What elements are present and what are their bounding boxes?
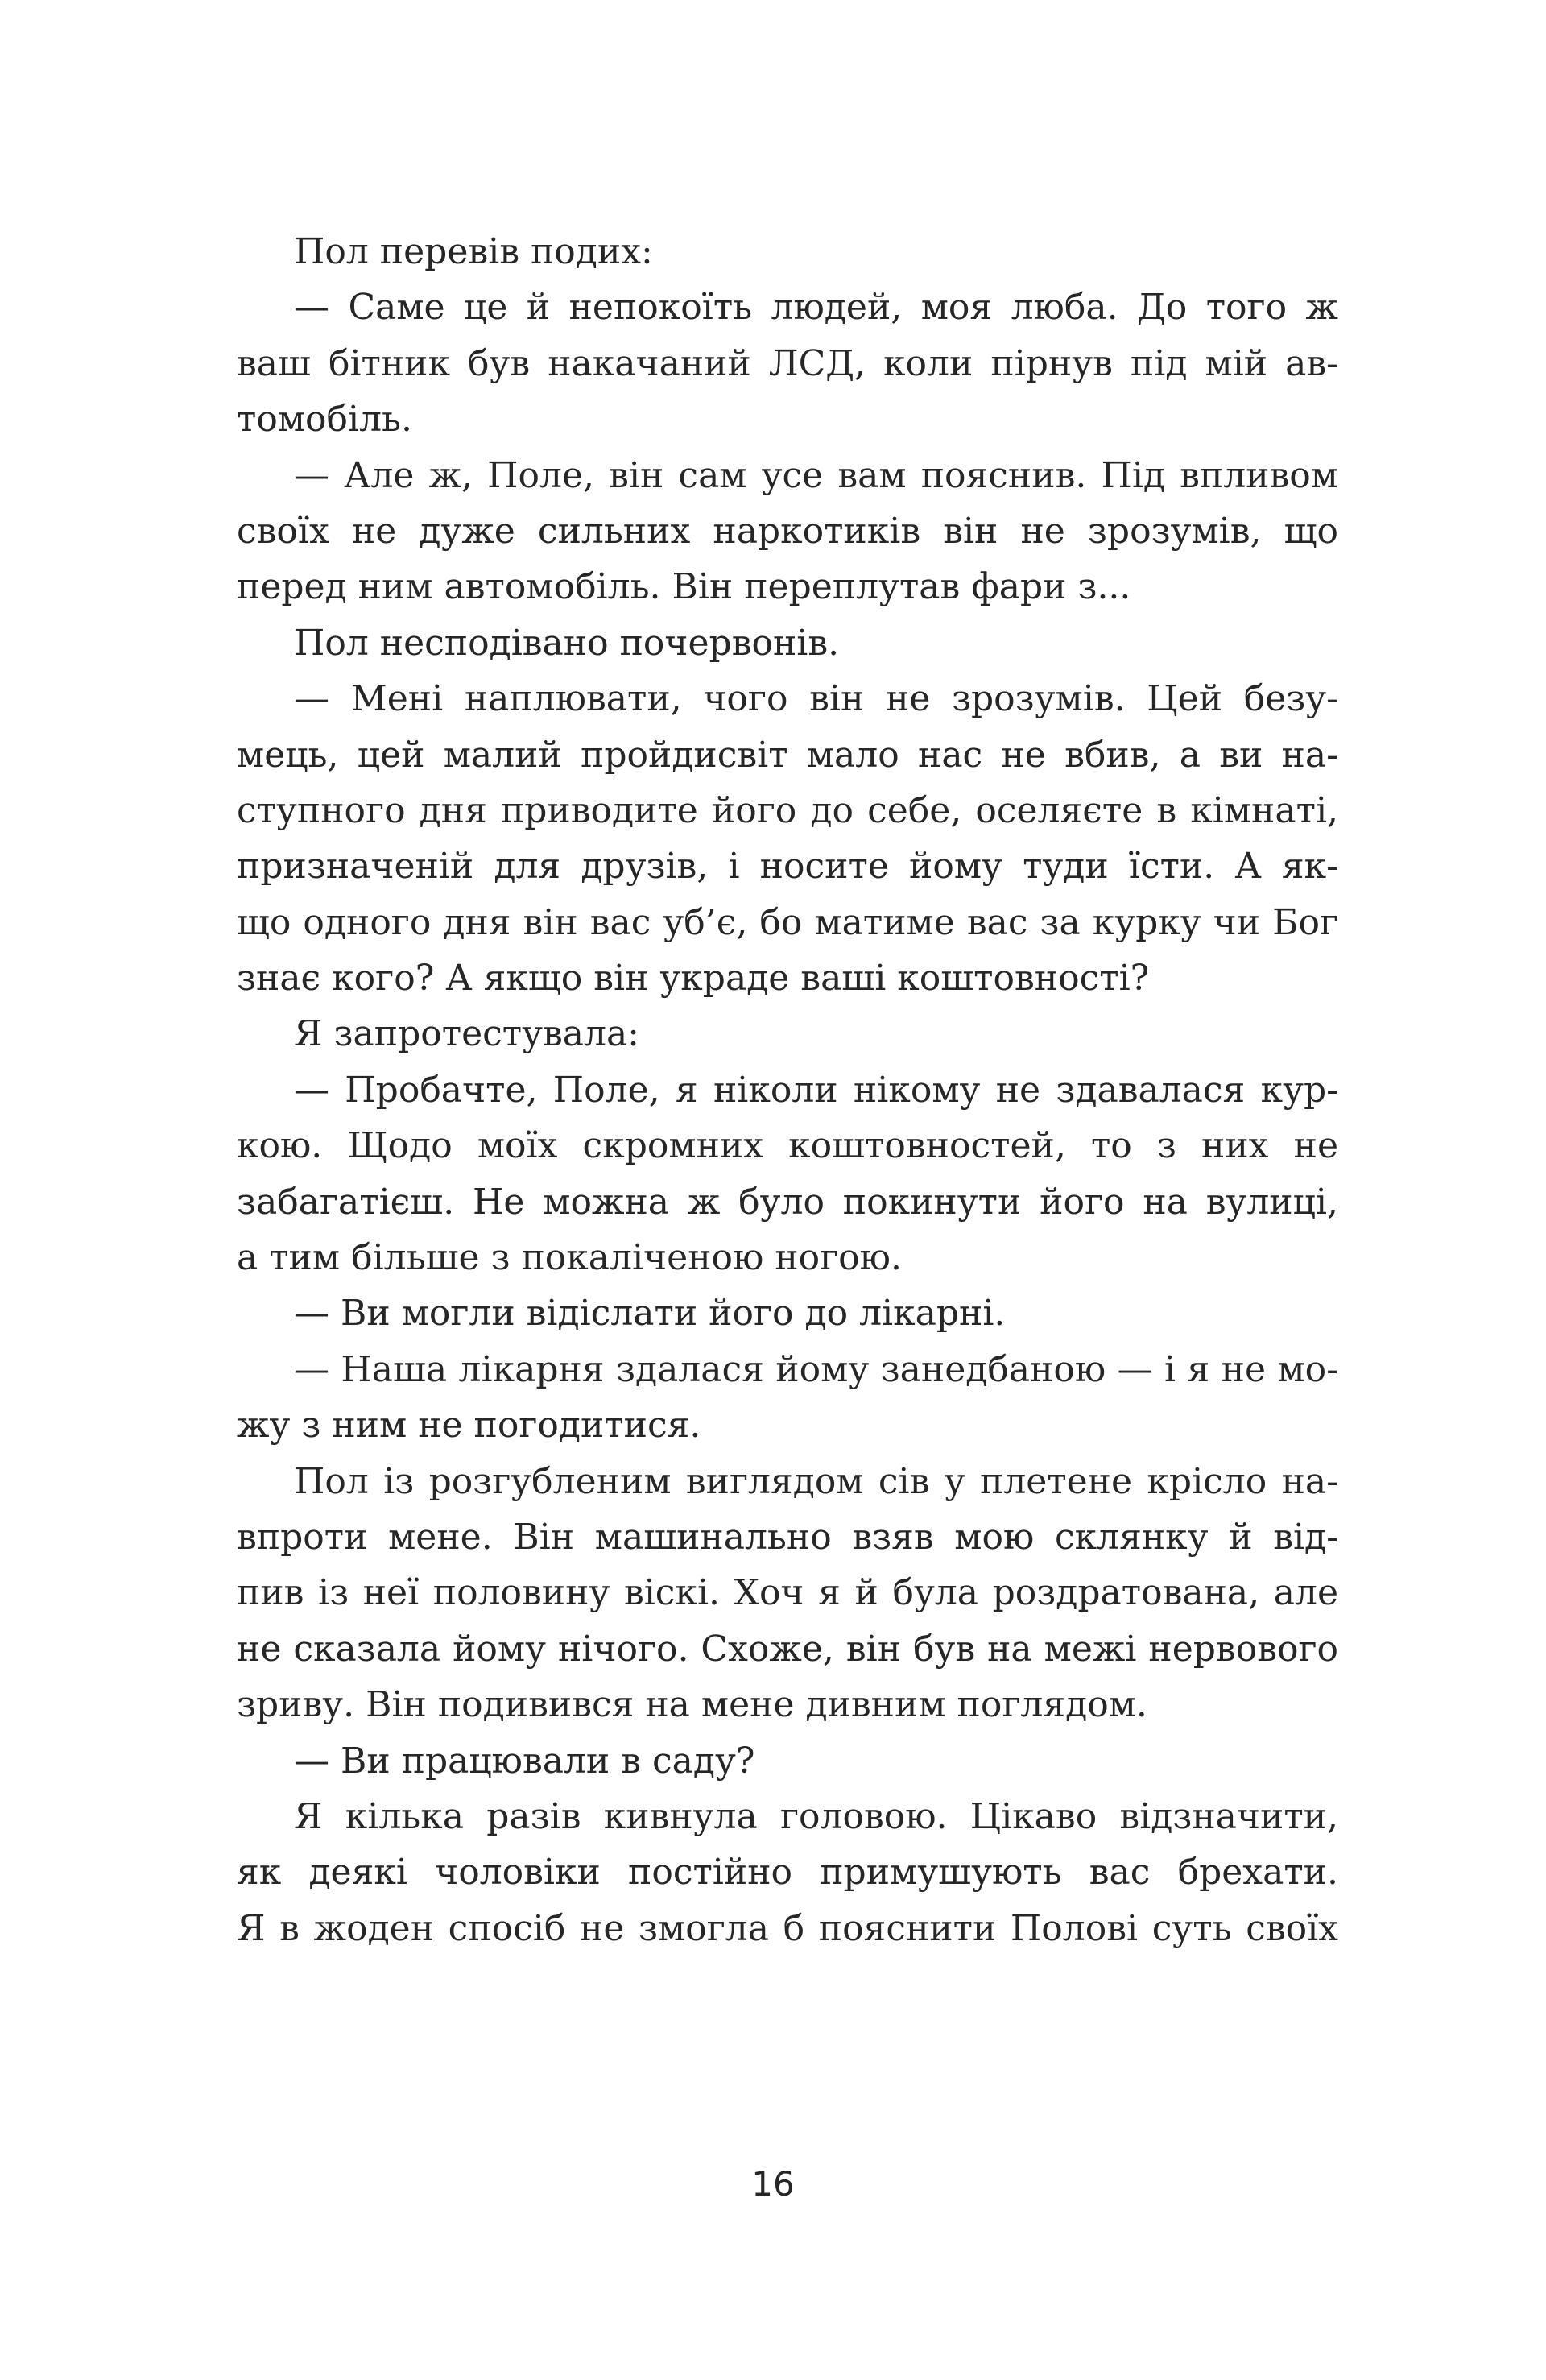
text-line: — Пробачте, Поле, я ніколи нікому не здавалася кур- (294, 1069, 1338, 1111)
text-line: як деякі чоловіки постійно примушують вас брехати. (237, 1852, 1338, 1894)
text-line: не сказала йому нічого. Схоже, він був на межі нервового (237, 1628, 1338, 1670)
text-line: — Ви могли відіслати його до лікарні. (294, 1293, 1006, 1335)
text-line: томобіль. (237, 399, 413, 441)
text-line: — Мені наплювати, чого він не зрозумів. Цей безу- (294, 678, 1338, 720)
text-line: зриву. Він подивився на мене дивним поглядом. (237, 1684, 1147, 1726)
text-line: — Але ж, Поле, він сам усе вам пояснив. Під впливом (294, 454, 1338, 496)
text-line: а тим більше з покаліченою ногою. (237, 1237, 902, 1279)
text-line: — Наша лікарня здалася йому занедбаною — і я не мо- (294, 1348, 1338, 1390)
text-line: впроти мене. Він машинально взяв мою склянку й від- (237, 1516, 1338, 1558)
text-line: мець, цей малий пройдисвіт мало нас не вбив, а ви на- (237, 734, 1338, 776)
text-line: перед ним автомобіль. Він переплутав фари з... (237, 566, 1131, 608)
text-line: знає кого? А якщо він украде ваші коштовності? (237, 958, 1150, 1000)
text-line: жу з ним не погодитися. (237, 1405, 701, 1447)
text-line: пив із неї половину віскі. Хоч я й була роздратована, але (237, 1572, 1338, 1614)
text-line: — Ви працювали в саду? (294, 1740, 755, 1782)
text-line: Пол перевів подих: (294, 231, 653, 272)
text-line: Я запротестувала: (294, 1013, 639, 1055)
text-line: своїх не дуже сильних наркотиків він не зрозумів, що (237, 510, 1338, 552)
text-line: Я в жоден спосіб не змогла б пояснити Полові суть своїх (237, 1907, 1338, 1949)
page-number: 16 (751, 2164, 795, 2204)
text-line: що одного дня він вас уб’є, бо матиме вас за курку чи Бог (237, 901, 1338, 943)
text-line: Пол несподівано почервонів. (294, 622, 840, 664)
text-line: ступного дня приводите його до себе, оселяєте в кімнаті, (237, 789, 1338, 831)
text-line: ваш бітник був накачаний ЛСД, коли пірнув під мій ав- (237, 342, 1338, 384)
text-line: призначеній для друзів, і носите йому туди їсти. А як- (237, 846, 1338, 888)
text-line: — Саме це й непокоїть людей, моя люба. До того ж (294, 287, 1338, 329)
text-line: Я кілька разів кивнула головою. Цікаво відзначити, (294, 1795, 1338, 1837)
text-line: кою. Щодо моїх скромних коштовностей, то з них не (237, 1125, 1338, 1167)
text-line: забагатієш. Не можна ж було покинути його на вулиці, (237, 1181, 1338, 1223)
body-text (237, 224, 1338, 1956)
text-line: Пол із розгубленим виглядом сів у плетене крісло на- (294, 1460, 1338, 1502)
